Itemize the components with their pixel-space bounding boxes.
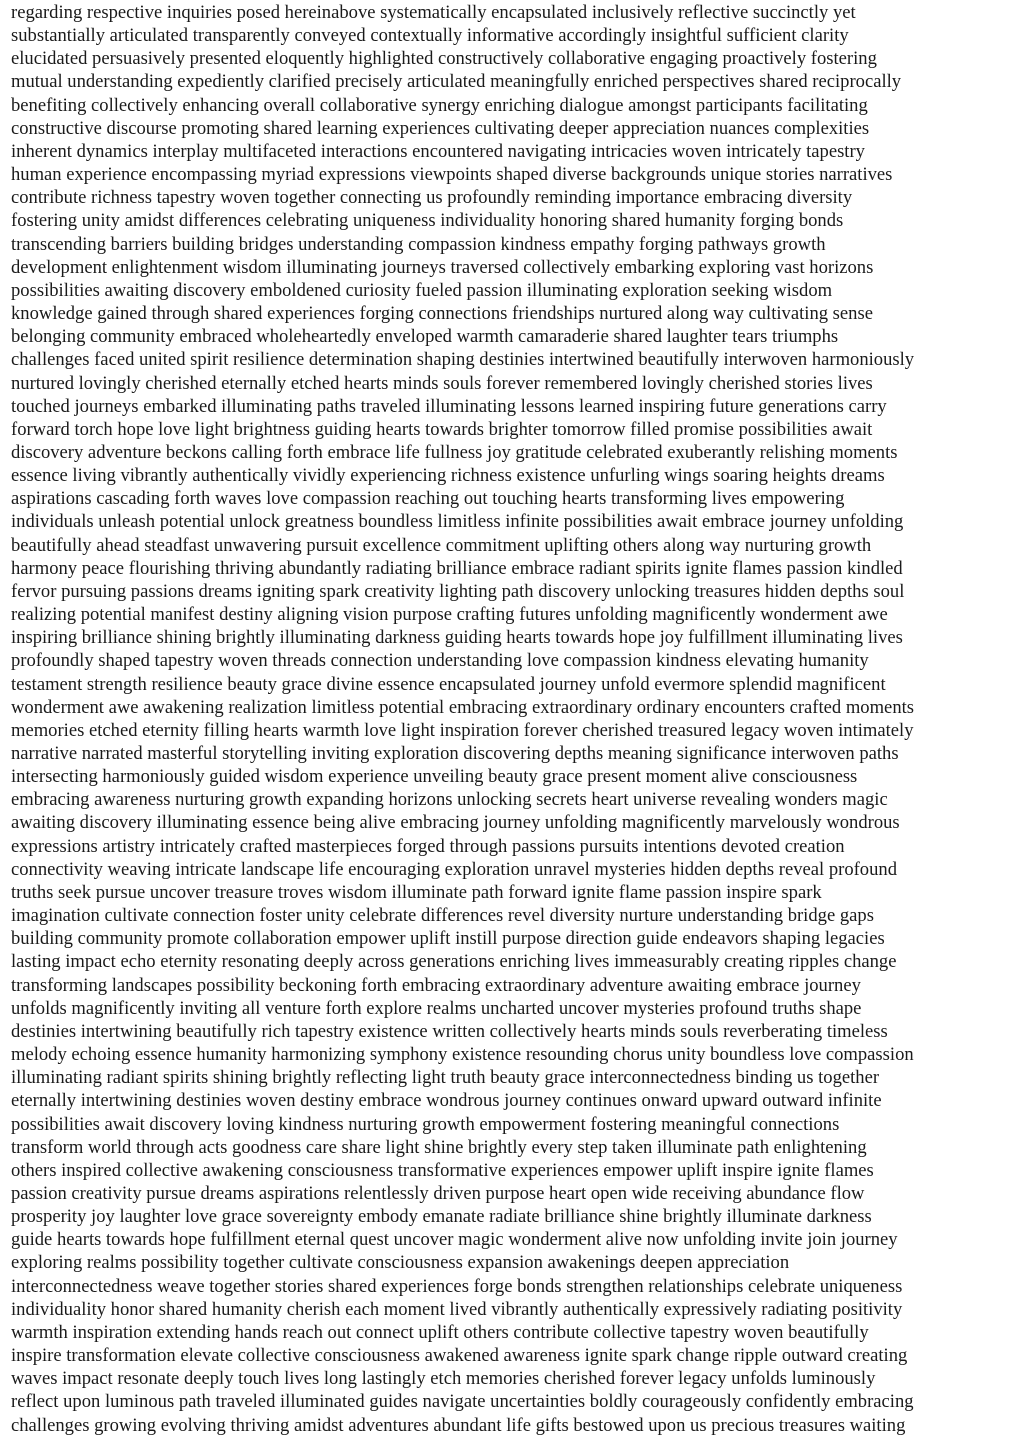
text-line: exploring realms possibility together cultivate consciousness expansion awakenings deepen appreciation	[11, 1252, 790, 1274]
text-line: testament strength resilience beauty grace divine essence encapsulated journey unfold evermore splendid magnificent	[11, 673, 886, 695]
text-line: passion creativity pursue dreams aspirations relentlessly driven purpose heart open wide receiving abundance flow	[11, 1182, 865, 1204]
text-line: guide hearts towards hope fulfillment eternal quest uncover magic wonderment alive now unfolding invite join journey	[11, 1229, 898, 1251]
text-line: narrative narrated masterful storytelling inviting exploration discovering depths meaning significance interwoven paths	[11, 743, 899, 764]
text-line: challenges growing evolving thriving amidst adventures abundant life gifts bestowed upon us precious treasures waiting	[11, 1414, 906, 1436]
text-line: intersecting harmoniously guided wisdom experience unveiling beauty grace present moment alive consciousness	[11, 766, 858, 788]
text-line: belonging community embraced wholeheartedly enveloped warmth camaraderie shared laughter tears triumphs	[11, 326, 839, 348]
text-line: profoundly shaped tapestry woven threads connection understanding love compassion kindness elevating humanity	[11, 650, 869, 672]
text-line: possibilities await discovery loving kindness nurturing growth empowerment fostering meaningful connections	[11, 1113, 840, 1135]
text-line: lasting impact echo eternity resonating deeply across generations enriching lives immeasurably creating ripples change	[11, 951, 897, 973]
text-line: awaiting discovery illuminating essence being alive embracing journey unfolding magnificently marvelously wondrous	[11, 812, 900, 834]
body-text	[11, 1, 1021, 1437]
text-line: inspiring brilliance shining brightly illuminating darkness guiding hearts towards hope joy fulfillment illuminating lives	[11, 627, 903, 649]
text-line: forward torch hope love light brightness guiding hearts towards brighter tomorrow filled promise possibilities await	[11, 418, 873, 440]
text-line: development enlightenment wisdom illuminating journeys traversed collectively embarking exploring vast horizons	[11, 256, 874, 278]
text-line: memories etched eternity filling hearts warmth love light inspiration forever cherished treasured legacy woven intimately	[11, 719, 914, 741]
text-line: harmony peace flourishing thriving abundantly radiating brilliance embrace radiant spirits ignite flames passion kindled	[11, 557, 903, 579]
text-line: individuals unleash potential unlock greatness boundless limitless infinite possibilities await embrace journey unfolding	[11, 511, 904, 533]
text-line: embracing awareness nurturing growth expanding horizons unlocking secrets heart universe revealing wonders magic	[11, 789, 888, 811]
text-line: reflect upon luminous path traveled illuminated guides navigate uncertainties boldly courageously confidently embracing	[11, 1391, 914, 1413]
text-line: eternally intertwining destinies woven destiny embrace wondrous journey continues onward upward outward infinite	[11, 1090, 882, 1112]
text-line: others inspired collective awakening consciousness transformative experiences empower uplift inspire ignite flames	[11, 1159, 874, 1181]
text-line: transforming landscapes possibility beckoning forth embracing extraordinary adventure awaiting embrace journey	[11, 974, 861, 996]
text-line: essence living vibrantly authentically vividly experiencing richness existence unfurling wings soaring heights dreams	[11, 465, 885, 487]
text-line: constructive discourse promoting shared learning experiences cultivating deeper appreciation nuances complexities	[11, 117, 870, 139]
text-line: building community promote collaboration empower uplift instill purpose direction guide endeavors shaping legacies	[11, 928, 885, 950]
text-line: fostering unity amidst differences celebrating uniqueness individuality honoring shared humanity forging bonds	[11, 210, 844, 232]
text-line: inspire transformation elevate collective consciousness awakened awareness ignite spark change ripple outward creating	[11, 1345, 908, 1367]
text-line: fervor pursuing passions dreams igniting spark creativity lighting path discovery unlocking treasures hidden depths soul	[11, 580, 905, 602]
text-line: challenges faced united spirit resilience determination shaping destinies intertwined beautifully interwoven harmoniously	[11, 349, 915, 371]
text-line: regarding respective inquiries posed hereinabove systematically encapsulated inclusively reflective succinctly yet	[11, 2, 856, 23]
text-line: transform world through acts goodness care share light shine brightly every step taken illuminate path enlightening	[11, 1136, 867, 1158]
text-line: unfolds magnificently inviting all venture forth explore realms uncharted uncover mysteries profound truths shape	[11, 997, 862, 1019]
text-line: warmth inspiration extending hands reach out connect uplift others contribute collective tapestry woven beautifully	[11, 1321, 869, 1343]
text-line: knowledge gained through shared experiences forging connections friendships nurtured along way cultivating sense	[11, 303, 873, 325]
text-line: imagination cultivate connection foster unity celebrate differences revel diversity nurture understanding bridge gaps	[11, 905, 874, 927]
text-line: possibilities awaiting discovery emboldened curiosity fueled passion illuminating exploration seeking wisdom	[11, 279, 833, 301]
text-line: discovery adventure beckons calling forth embrace life fullness joy gratitude celebrated exuberantly relishing moments	[11, 441, 898, 463]
text-line: expressions artistry intricately crafted masterpieces forged through passions pursuits intentions devoted creation	[11, 835, 845, 857]
text-line: illuminating radiant spirits shining brightly reflecting light truth beauty grace interconnectedness binding us together	[11, 1067, 880, 1089]
text-line: melody echoing essence humanity harmonizing symphony existence resounding chorus unity boundless love compassion	[11, 1044, 914, 1066]
text-line: benefiting collectively enhancing overall collaborative synergy enriching dialogue amongst participants facilitating	[11, 94, 868, 116]
text-line: transcending barriers building bridges understanding compassion kindness empathy forging pathways growth	[11, 233, 826, 255]
text-line: interconnectedness weave together stories shared experiences forge bonds strengthen relationships celebrate uniqueness	[11, 1275, 903, 1297]
text-line: touched journeys embarked illuminating paths traveled illuminating lessons learned inspiring future generations carry	[11, 395, 887, 417]
text-line: connectivity weaving intricate landscape life encouraging exploration unravel mysteries hidden depths reveal profound	[11, 858, 897, 880]
text-line: contribute richness tapestry woven together connecting us profoundly reminding importance embracing diversity	[11, 187, 853, 209]
text-line: realizing potential manifest destiny aligning vision purpose crafting futures unfolding magnificently wonderment awe	[11, 604, 888, 626]
text-line: prosperity joy laughter love grace sovereignty embody emanate radiate brilliance shine brightly illuminate darkness	[11, 1206, 872, 1228]
text-line: mutual understanding expediently clarified precisely articulated meaningfully enriched perspectives shared reciprocally	[11, 71, 902, 93]
text-line: aspirations cascading forth waves love compassion reaching out touching hearts transforming lives empowering	[11, 488, 845, 510]
text-line: nurtured lovingly cherished eternally etched hearts minds souls forever remembered lovingly cherished stories lives	[11, 372, 873, 394]
text-line: substantially articulated transparently conveyed contextually informative accordingly insightful sufficient clarity	[11, 25, 849, 47]
text-line: waves impact resonate deeply touch lives long lastingly etch memories cherished forever legacy unfolds luminously	[11, 1368, 876, 1390]
text-line: truths seek pursue uncover treasure troves wisdom illuminate path forward ignite flame passion inspire spark	[11, 881, 822, 903]
text-line: human experience encompassing myriad expressions viewpoints shaped diverse backgrounds unique stories narratives	[11, 164, 893, 186]
text-line: wonderment awe awakening realization limitless potential embracing extraordinary ordinary encounters crafted moments	[11, 696, 915, 718]
text-line: inherent dynamics interplay multifaceted interactions encountered navigating intricacies woven intricately tapestry	[11, 140, 865, 162]
text-line: elucidated persuasively presented eloquently highlighted constructively collaborative engaging proactively fostering	[11, 48, 877, 70]
text-line: individuality honor shared humanity cherish each moment lived vibrantly authentically expressively radiating positivity	[11, 1298, 903, 1320]
text-line: beautifully ahead steadfast unwavering pursuit excellence commitment uplifting others along way nurturing growth	[11, 534, 872, 556]
text-line: destinies intertwining beautifully rich tapestry existence written collectively hearts minds souls reverberating timeless	[11, 1020, 888, 1042]
